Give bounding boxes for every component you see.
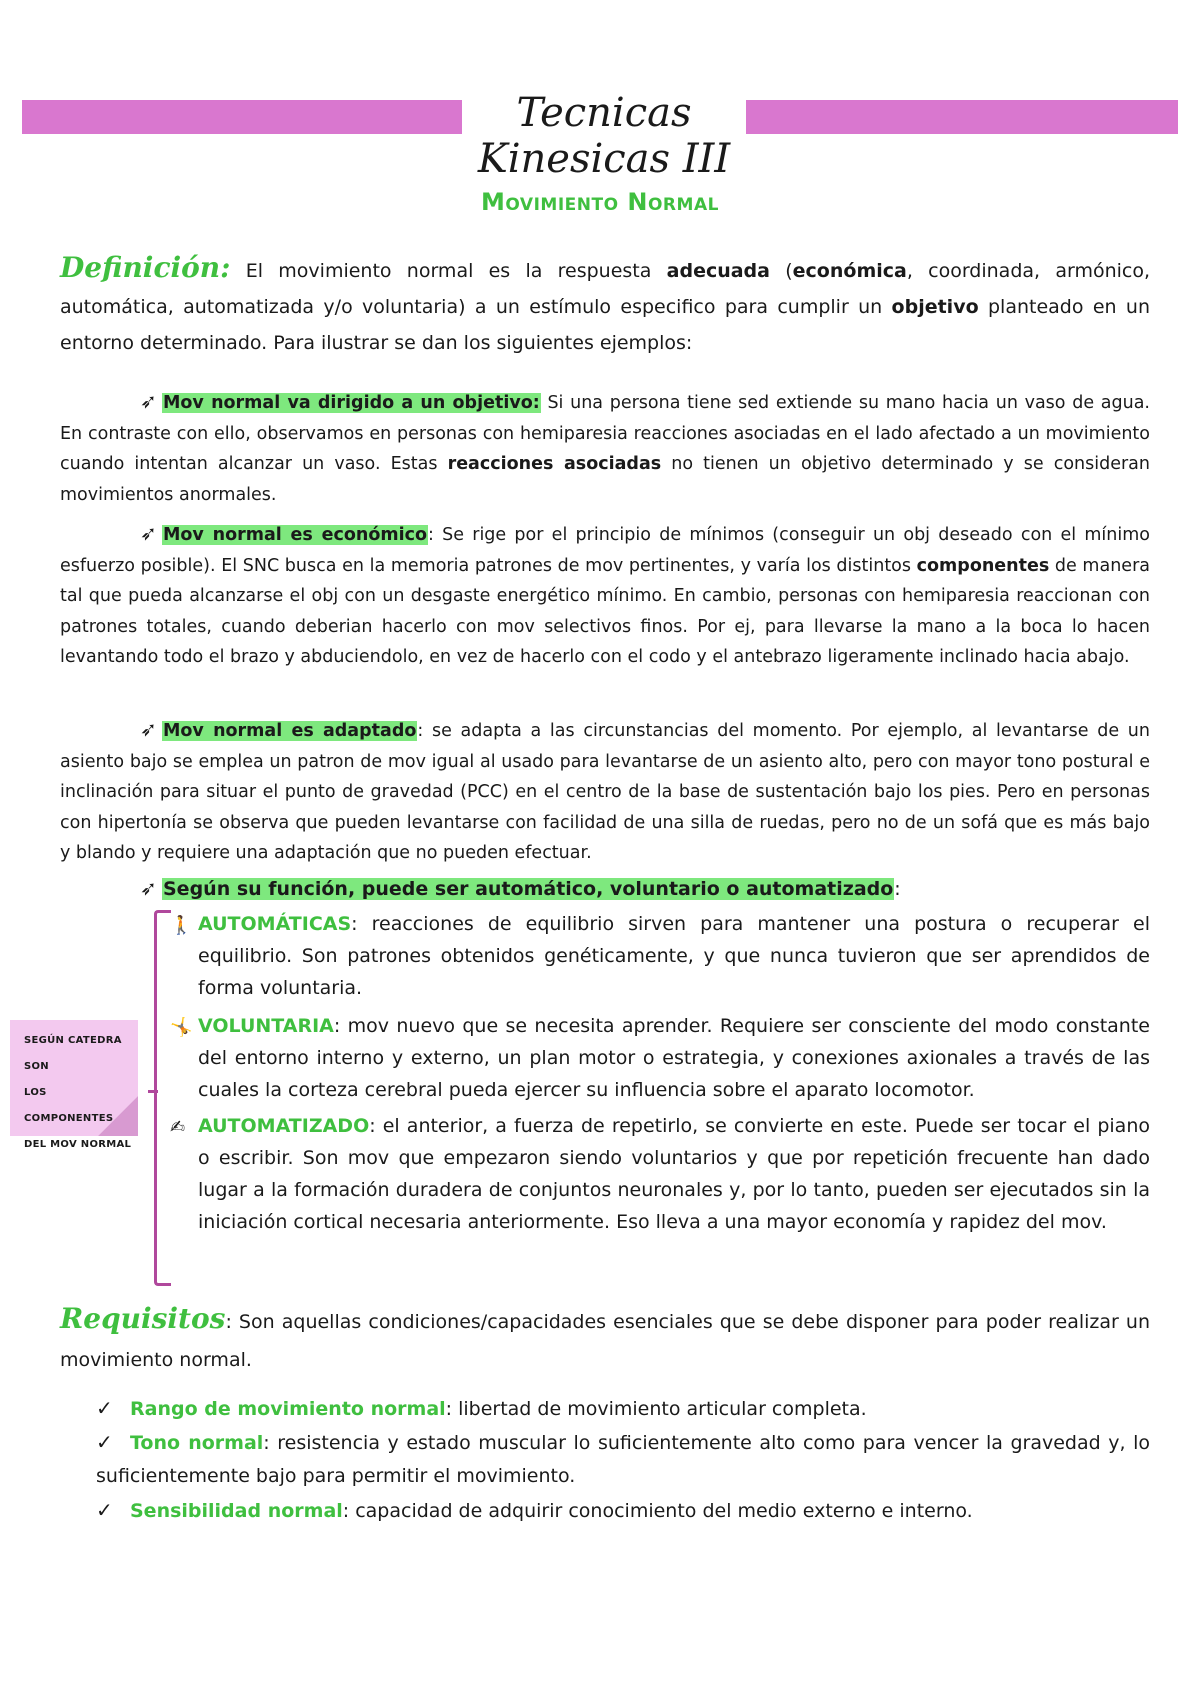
section-title: Movimiento Normal xyxy=(481,188,719,216)
example-economic: ➶ Mov normal es económico: Se rige por el principio de mínimos (conseguir un obj deseado con el mínimo esfuerzo posible). El SNC busca en la memoria patrones de mov pertinentes, y varía los distintos componentes de manera tal que pueda alcanzarse el obj con un desgaste energético mínimo. En cambio, personas con hemiparesia reaccionan con patrones totales, cuando deberian hacerlo con mov selectivos finos. Por ej, para llevarse la mano a la boca lo hacen levantando todo el brazo y abduciendolo, en vez de hacerlo con el codo y el antebrazo ligeramente inclinado hacia abajo. xyxy=(60,518,1150,673)
example-adapted: ➶ Mov normal es adaptado: se adapta a las circunstancias del momento. Por ejemplo, al levantarse de un asiento bajo se emplea un patron de mov igual al usado para levantarse de un asiento alto, pero con mayor tono postural e inclinación para situar el punto de gravedad (PCC) en el centro de la base de sustentación bajo los pies. Pero en personas con hipertonía se observa que pueden levantarse con facilidad de una silla de ruedas, pero no de un sofá que es más bajo y blando y requiere una adaptación que no pueden efectuar. xyxy=(60,714,1150,869)
example-function: ➶ Según su función, puede ser automático, voluntario o automatizado: xyxy=(60,872,1150,905)
definition-lead: Definición: xyxy=(60,251,231,284)
bracket-tip xyxy=(148,1090,158,1093)
type-voluntaria: 🤸 VOLUNTARIA: mov nuevo que se necesita aprender. Requiere ser consciente del modo constante del entorno interno y externo, un plan motor o estrategia, y conexiones axionales a través de las cuales la corteza cerebral pueda ejercer su influencia sobre el aparato locomotor. xyxy=(198,1010,1150,1106)
runner-icon: ➶ xyxy=(140,521,157,545)
page-title: Tecnicas Kinesicas III xyxy=(477,90,731,182)
type-automatizado: ✍ AUTOMATIZADO: el anterior, a fuerza de repetirlo, se convierte en este. Puede ser tocar el piano o escribir. Son mov que empezaron siendo voluntarios y que por repetición frecuente han dado lugar a la formación duradera de conjuntos neuronales y, por lo tanto, pueden ser ejecutados sin la iniciación cortical necesaria anteriormente. Eso lleva a una mayor economía y rapidez del mov. xyxy=(198,1110,1150,1238)
runner-icon: ➶ xyxy=(140,717,157,741)
check-icon: ✓ xyxy=(96,1498,113,1522)
check-icon: ✓ xyxy=(96,1396,113,1420)
requirements-lead: Requisitos xyxy=(60,1302,226,1335)
sticky-note-fold-shadow xyxy=(98,1096,138,1136)
requirements-paragraph: Requisitos: Son aquellas condiciones/capacidades esenciales que se debe disponer para poder realizar un movimiento normal. xyxy=(60,1302,1150,1371)
sticky-note: SEGÚN CATEDRA SON LOS COMPONENTES DEL MOV NORMAL xyxy=(10,1020,138,1136)
runner-icon: ➶ xyxy=(140,876,157,900)
example-objective: ➶ Mov normal va dirigido a un objetivo: Si una persona tiene sed extiende su mano hacia un vaso de agua. En contraste con ello, observamos en personas con hemiparesia reacciones asociadas en el lado afectado a un movimiento cuando intentan alcanzar un vaso. Estas reacciones asociadas no tienen un objetivo determinado y se consideran movimientos anormales. xyxy=(60,386,1150,510)
runner-icon: ➶ xyxy=(140,389,157,413)
standing-person-icon: 🚶 xyxy=(170,915,193,936)
requirement-item: ✓ Sensibilidad normal: capacidad de adquirir conocimiento del medio externo e interno. xyxy=(96,1494,1150,1528)
check-icon: ✓ xyxy=(96,1430,113,1454)
header-bar-left xyxy=(22,100,462,134)
pencil-hand-icon: ✍ xyxy=(170,1117,186,1138)
requirement-item: ✓ Rango de movimiento normal: libertad de movimiento articular completa. xyxy=(96,1392,1150,1426)
type-automaticas: 🚶 AUTOMÁTICAS: reacciones de equilibrio sirven para mantener una postura o recuperar el equilibrio. Son patrones obtenidos genéticamente, y que nunca tuvieron que ser aprendidos de forma voluntaria. xyxy=(198,908,1150,1004)
requirement-item: ✓ Tono normal: resistencia y estado muscular lo suficientemente alto como para vencer la gravedad y, lo suficientemente bajo para permitir el movimiento. xyxy=(96,1426,1150,1493)
definition-paragraph: Definición: El movimiento normal es la respuesta adecuada (económica, coordinada, armónico, automática, automatizada y/o voluntaria) a un estímulo especifico para cumplir un objetivo planteado en un entorno determinado. Para ilustrar se dan los siguientes ejemplos: xyxy=(60,251,1151,354)
components-bracket xyxy=(154,910,171,1286)
header-bar-right xyxy=(746,100,1178,134)
exercise-person-icon: 🤸 xyxy=(170,1017,193,1038)
